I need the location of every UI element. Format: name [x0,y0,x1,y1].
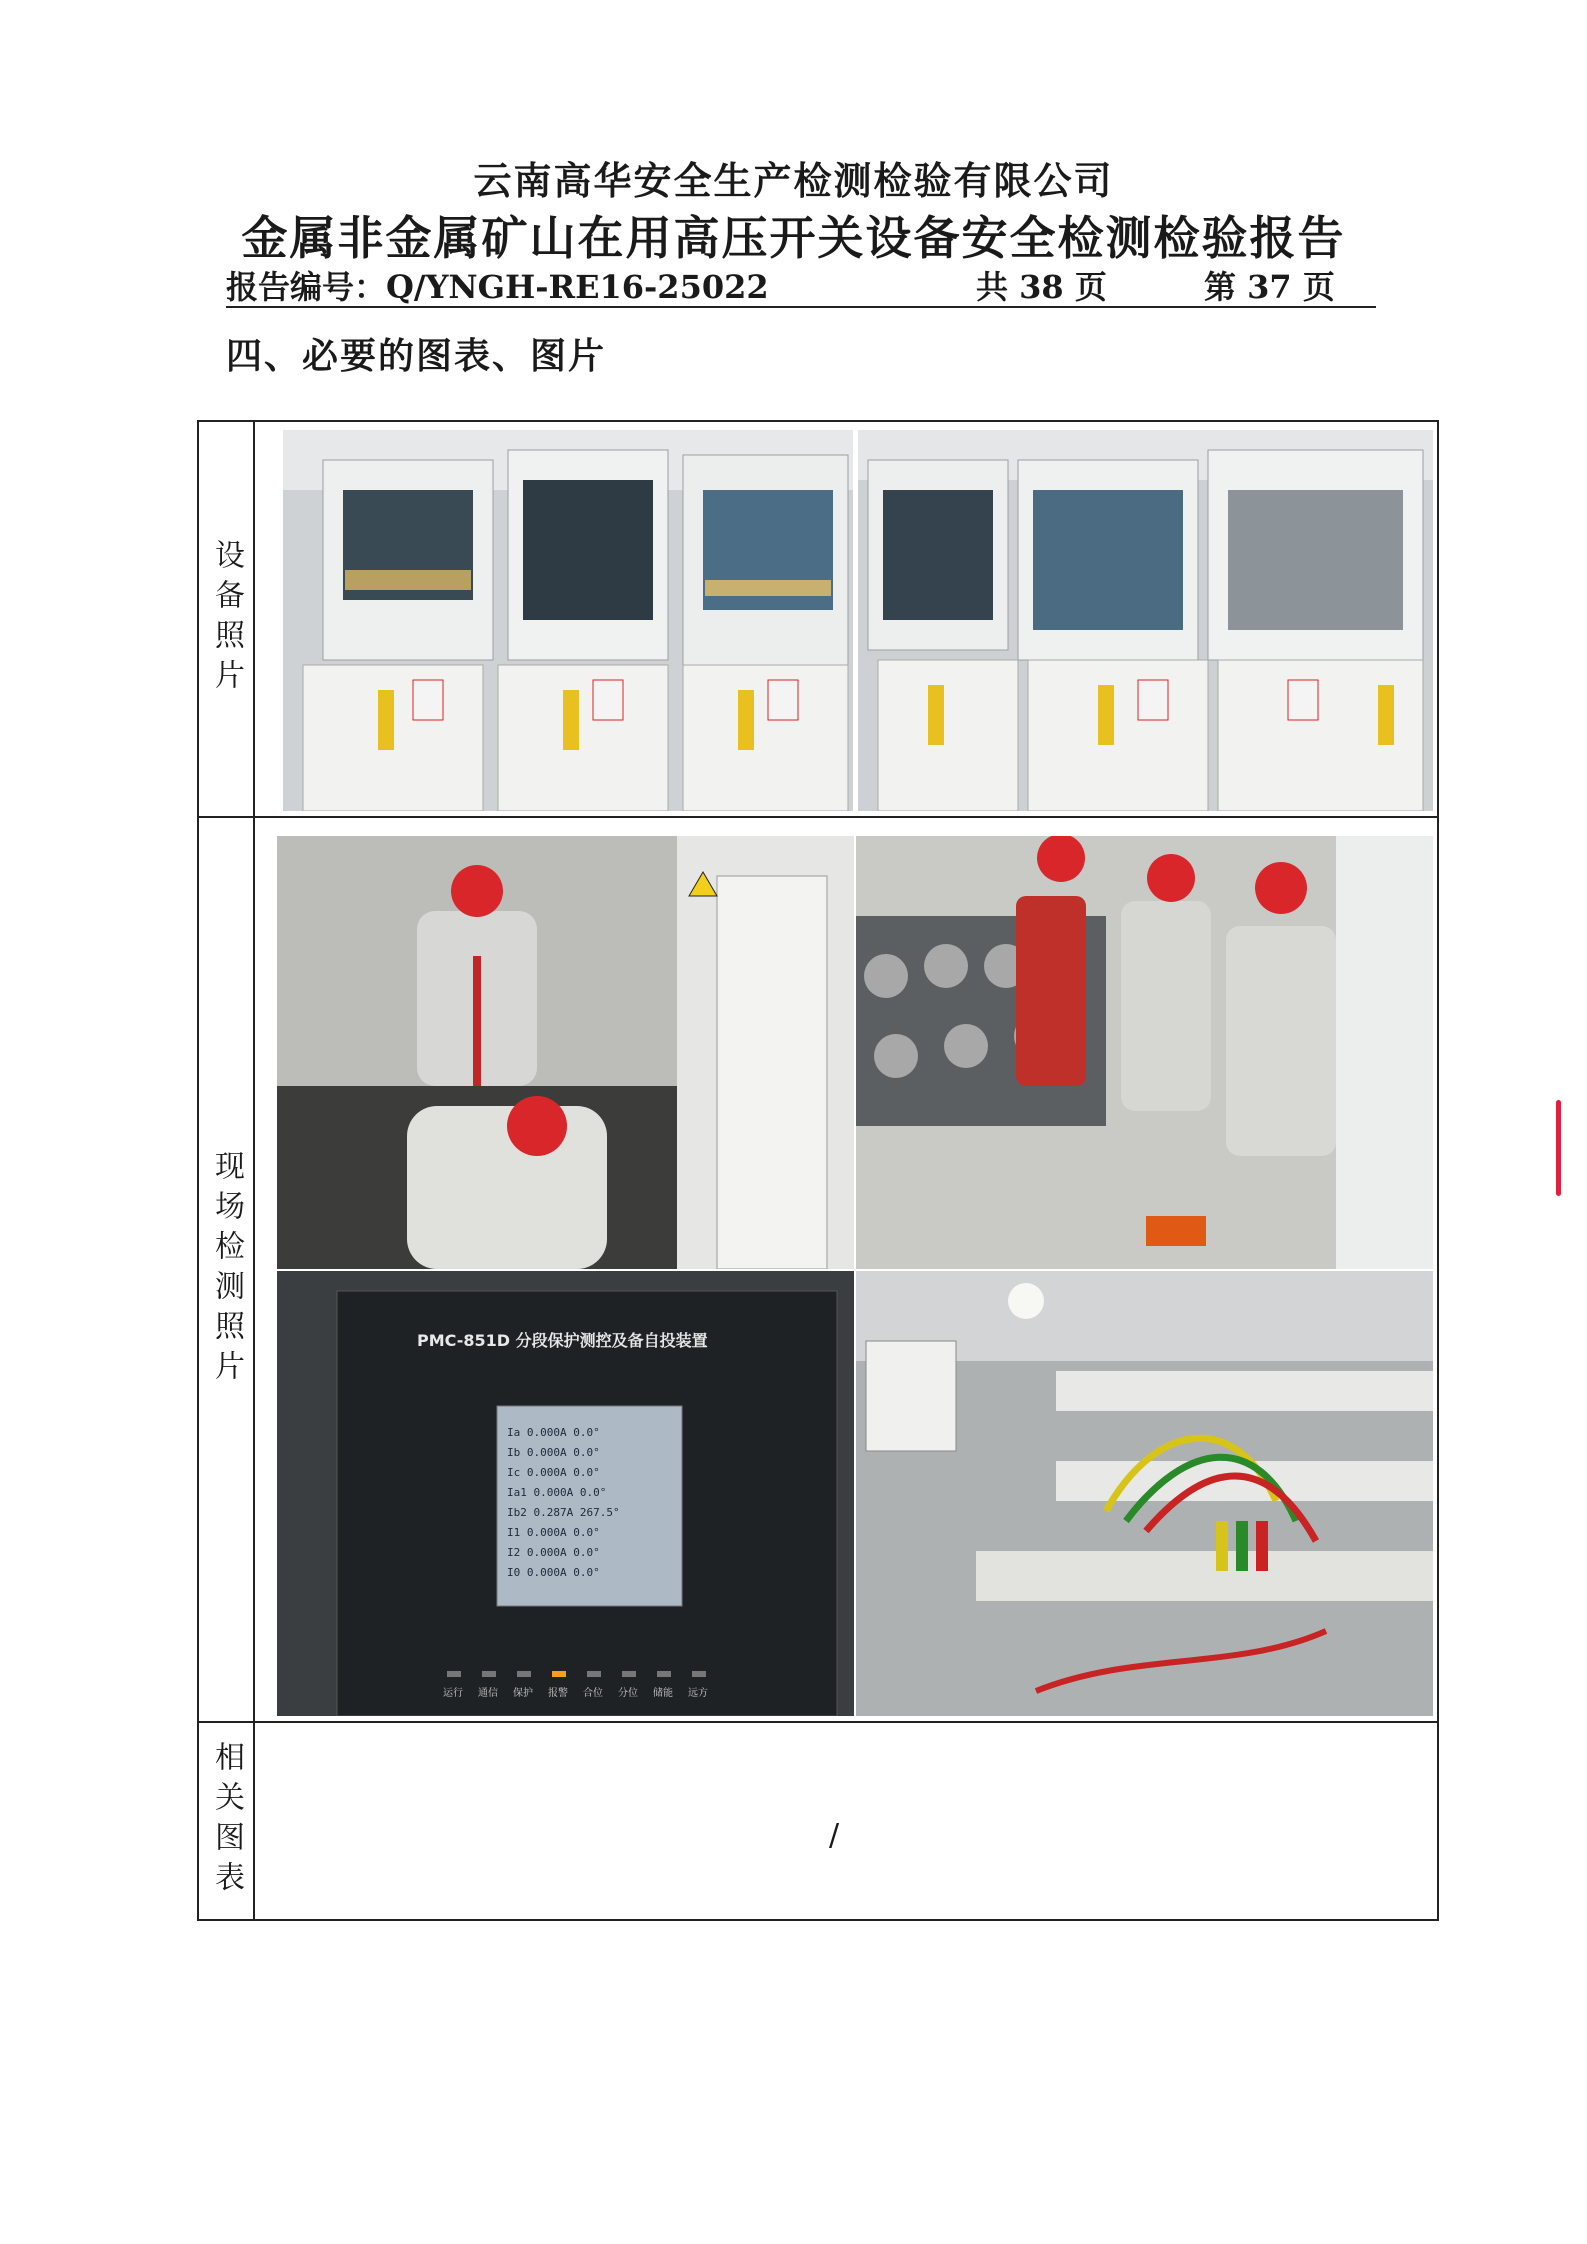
led-label: 远方 [688,1688,708,1699]
inspector-photo-1 [277,836,854,1269]
led-label: 合位 [583,1688,603,1699]
related-charts-label-cell [199,1723,255,1919]
total-pages: 共 38 页 [976,268,1107,306]
report-number: 报告编号：Q/YNGH-RE16-25022 [226,268,769,306]
company-name: 云南高华安全生产检测检验有限公司 [473,158,1114,203]
led-label: 分位 [618,1688,638,1699]
device-panel-text: PMC-851D 分段保护测控及备自投装置 [417,1331,708,1350]
empty-content-mark: / [829,1818,840,1853]
screen-row: I2 0.000A 0.0° [507,1546,600,1559]
switchgear-photo-2 [858,430,1433,811]
screen-row: Ic 0.000A 0.0° [507,1466,600,1479]
report-meta-line [226,262,1376,308]
led-label: 通信 [478,1688,498,1699]
photo-table [197,420,1439,1921]
current-page: 第 37 页 [1204,268,1335,306]
device-photos-label-cell [199,422,255,816]
screen-row: Ib2 0.287A 267.5° [507,1506,620,1519]
screen-row: Ib 0.000A 0.0° [507,1446,600,1459]
margin-red-mark [1556,1100,1561,1196]
protection-device-photo [277,1271,854,1716]
switchgear-photo-1 [283,430,853,811]
led-label: 运行 [443,1688,463,1699]
inspector-photo-2 [856,836,1433,1269]
screen-row: I1 0.000A 0.0° [507,1526,600,1539]
screen-row: Ia 0.000A 0.0° [507,1426,600,1439]
related-charts-row [199,1723,1437,1919]
terminal-wiring-photo [856,1271,1433,1716]
screen-row: Ia1 0.000A 0.0° [507,1486,607,1499]
led-label: 储能 [653,1688,673,1699]
led-label: 报警 [548,1688,568,1699]
onsite-photos-row [199,818,1437,1723]
screen-row: I0 0.000A 0.0° [507,1566,600,1579]
report-title: 金属非金属矿山在用高压开关设备安全检测检验报告 [241,211,1346,265]
led-label: 保护 [513,1688,533,1699]
onsite-photos-label: 现场检测照片 [209,1149,244,1390]
section-heading: 四、必要的图表、图片 [226,335,607,377]
related-charts-label: 相关图表 [209,1741,244,1901]
device-photos-row [199,422,1437,818]
device-photos-label: 设备照片 [209,539,244,699]
onsite-photos-label-cell [199,818,255,1721]
